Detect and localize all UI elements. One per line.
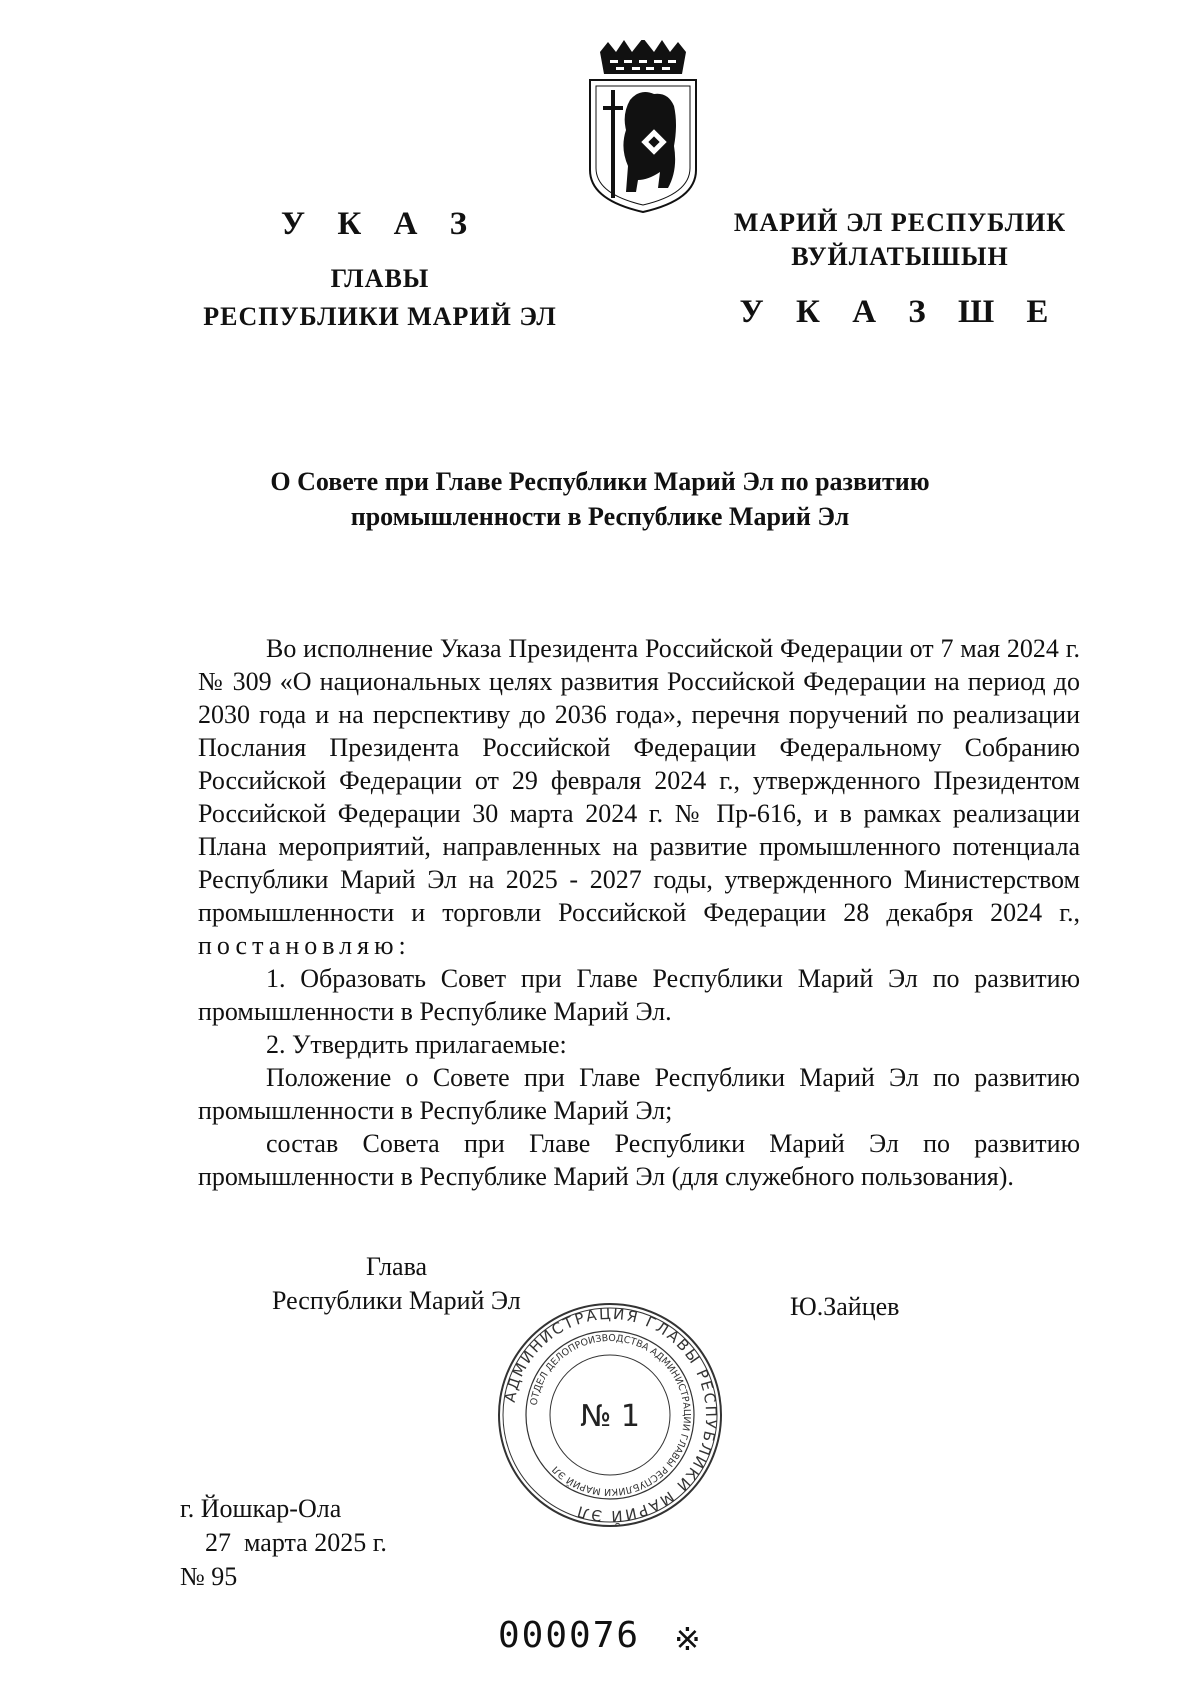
issue-city: г. Йошкар-Ола [180,1494,342,1523]
seal-inner-text: ОТДЕЛ ДЕЛОПРОИЗВОДСТВА АДМИНИСТРАЦИИ ГЛАВЫ РЕСПУБЛИКИ МАРИЙ ЭЛ [528,1332,693,1498]
signatory-position-line-1: Глава [366,1252,428,1281]
decree-title-mari: У К А З Ш Е [739,294,1061,330]
issue-date: 27 марта 2025 г. [205,1528,387,1557]
decree-subject-line-2: промышленности в Республике Марий Эл [350,502,850,531]
clause-1: 1. Образовать Совет при Главе Республики Марий Эл по развитию промышленности в Республике Марий Эл. [198,964,1080,1026]
issuer-line-1-mari: МАРИЙ ЭЛ РЕСПУБЛИК [733,208,1067,237]
issuer-line-1-ru: ГЛАВЫ [330,264,430,293]
clause-2-item-1: Положение о Совете при Главе Республики Марий Эл по развитию промышленности в Республике Марий Эл; [198,1063,1080,1125]
issuer-line-2-mari: ВУЙЛАТЫШЫН [791,242,1009,271]
coat-of-arms-icon [578,40,708,215]
decree-number: № 95 [180,1562,238,1591]
official-seal [495,1300,725,1530]
seal-center-number: № 1 [580,1399,640,1434]
registry-number: 000076 [498,1615,641,1656]
resolution-word: постановляю: [198,931,411,960]
signatory-position-line-2: Республики Марий Эл [272,1286,521,1315]
decree-title-ru: У К А З [280,206,480,242]
decree-body [198,632,1080,1193]
clause-2: 2. Утвердить прилагаемые: [266,1030,567,1059]
registry-mark-icon: ※ [674,1620,701,1658]
seal-outer-text: АДМИНИСТРАЦИЯ ГЛАВЫ РЕСПУБЛИКИ МАРИЙ ЭЛ [500,1304,721,1526]
decree-subject-line-1: О Совете при Главе Республики Марий Эл по развитию [270,467,930,496]
signatory-name: Ю.Зайцев [790,1292,900,1321]
preamble-paragraph [198,632,1080,962]
preamble-text: Во исполнение Указа Президента Российской Федерации от 7 мая 2024 г. № 309 «О национальных целях развития Российской Федерации на период до 2030 года и на перспективу до 2036 года», перечня поручений по реализации Послания Президента Российской Федерации Федеральному Собранию Российской Федерации от 29 февраля 2024 г., утвержденного Президентом Российской Федерации 30 марта 2024 г. № Пр-616, и в рамках реализации Плана мероприятий, направленных на развитие промышленного потенциала Республики Марий Эл на 2025 - 2027 годы, утвержденного Министерством промышленности и торговли Российской Федерации 28 декабря 2024 г., [198,634,1080,927]
decree-subject [200,464,1000,534]
issuer-line-2-ru: РЕСПУБЛИКИ МАРИЙ ЭЛ [203,302,557,331]
clause-2-item-2: состав Совета при Главе Республики Марий Эл по развитию промышленности в Республике Марий Эл (для служебного пользования). [198,1129,1080,1191]
